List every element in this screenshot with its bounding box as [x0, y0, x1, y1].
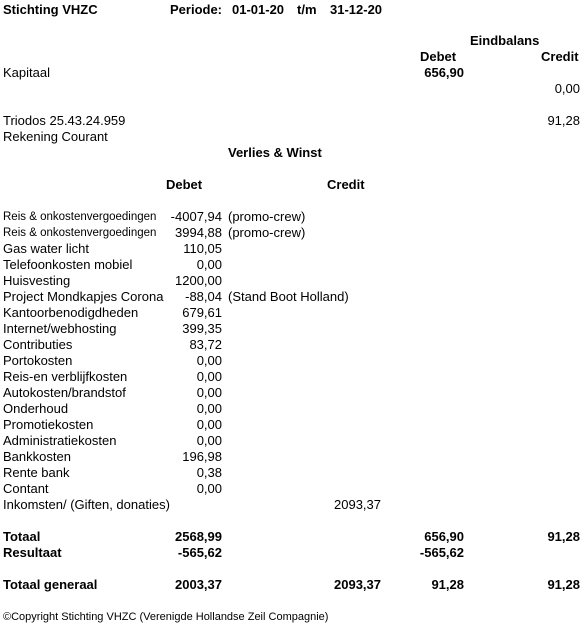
resultaat-debet: -565,62	[177, 545, 222, 560]
vw-row-label: Rente bank	[3, 465, 70, 480]
triodos-label: Triodos 25.43.24.959	[3, 113, 126, 128]
vw-row-label: Promotiekosten	[3, 417, 94, 432]
vw-row-note: (promo-crew)	[228, 209, 306, 224]
kapitaal-label: Kapitaal	[3, 65, 50, 80]
periode-label: Periode:	[170, 2, 223, 17]
vw-row-debet: 0,00	[196, 433, 222, 448]
verlies-winst-title: Verlies & Winst	[228, 145, 322, 160]
copyright-text: ©Copyright Stichting VHZC (Verenigde Hollandse Zeil Compagnie)	[3, 611, 329, 623]
triodos-credit: 91,28	[547, 113, 580, 128]
vw-row-label: Gas water licht	[3, 241, 89, 256]
totaal-generaal-label: Totaal generaal	[3, 577, 98, 592]
generaal-balans-debet: 91,28	[431, 577, 464, 592]
generaal-debet: 2003,37	[175, 577, 222, 592]
periode-separator: t/m	[297, 2, 317, 17]
vw-row-debet: 0,00	[196, 353, 222, 368]
vw-row-note: (promo-crew)	[228, 225, 306, 240]
vw-row-label: Autokosten/brandstof	[3, 385, 126, 400]
vw-row-label: Contributies	[3, 337, 73, 352]
vw-row-label: Contant	[3, 481, 49, 496]
periode-end: 31-12-20	[330, 2, 383, 17]
vw-row-label: Reis-en verblijfkosten	[3, 369, 128, 384]
vw-row-debet: 0,00	[196, 257, 222, 272]
vw-row-debet: 0,38	[196, 465, 222, 480]
resultaat-balans-debet: -565,62	[419, 545, 464, 560]
totaal-balans-credit: 91,28	[547, 529, 580, 544]
inkomsten-label: Inkomsten/ (Giften, donaties)	[3, 497, 170, 512]
vw-row-debet: -88,04	[185, 289, 222, 304]
vw-row-debet: 196,98	[182, 449, 222, 464]
vw-row-debet: 0,00	[196, 481, 222, 496]
eindbalans-title: Eindbalans	[470, 33, 540, 48]
vw-row-debet: 83,72	[189, 337, 222, 352]
vw-row-note: (Stand Boot Holland)	[228, 289, 349, 304]
totaal-label: Totaal	[3, 529, 41, 544]
vw-row-debet: 3994,88	[175, 225, 222, 240]
periode-start: 01-01-20	[232, 2, 285, 17]
vw-row-label: Project Mondkapjes Corona	[3, 289, 164, 304]
vw-row-label: Internet/webhosting	[3, 321, 117, 336]
vw-credit-header: Credit	[327, 177, 365, 192]
vw-row-debet: 679,61	[182, 305, 222, 320]
vw-row-label: Reis & onkostenvergoedingen	[3, 227, 157, 239]
kapitaal-debet: 656,90	[424, 65, 464, 80]
vw-debet-header: Debet	[166, 177, 203, 192]
balans-credit-header: Credit	[541, 49, 579, 64]
kapitaal-credit: 0,00	[554, 81, 580, 96]
generaal-balans-credit: 91,28	[547, 577, 580, 592]
vw-row-label: Onderhoud	[3, 401, 69, 416]
vw-row-label: Portokosten	[3, 353, 73, 368]
rekening-courant-label: Rekening Courant	[3, 129, 108, 144]
vw-row-debet: 1200,00	[175, 273, 222, 288]
vw-row-label: Bankkosten	[3, 449, 71, 464]
vw-row-debet: 0,00	[196, 401, 222, 416]
resultaat-label: Resultaat	[3, 545, 62, 560]
vw-row-label: Reis & onkostenvergoedingen	[3, 211, 157, 223]
vw-row-debet: 0,00	[196, 417, 222, 432]
org-name: Stichting VHZC	[3, 2, 98, 17]
vw-row-label: Administratiekosten	[3, 433, 117, 448]
vw-row-label: Huisvesting	[3, 273, 71, 288]
inkomsten-credit: 2093,37	[334, 497, 381, 512]
totaal-debet: 2568,99	[175, 529, 222, 544]
totaal-balans-debet: 656,90	[424, 529, 464, 544]
vw-row-debet: 399,35	[182, 321, 222, 336]
vw-row-debet: 0,00	[196, 385, 222, 400]
vw-row-label: Telefoonkosten mobiel	[3, 257, 133, 272]
vw-row-debet: 0,00	[196, 369, 222, 384]
balans-debet-header: Debet	[420, 49, 457, 64]
vw-row-debet: -4007,94	[170, 209, 222, 224]
vw-row-debet: 110,05	[183, 241, 222, 256]
vw-row-label: Kantoorbenodigdheden	[3, 305, 139, 320]
generaal-credit: 2093,37	[334, 577, 381, 592]
